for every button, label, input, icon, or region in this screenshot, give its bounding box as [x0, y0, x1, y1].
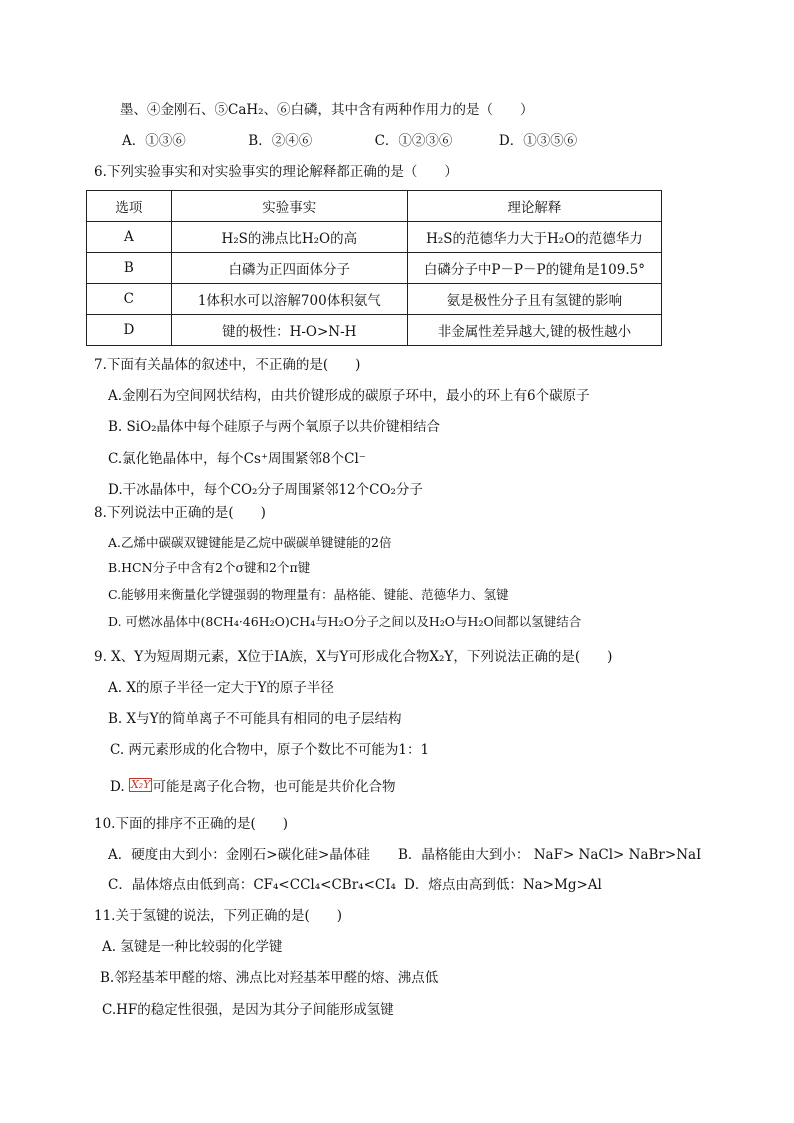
q10-option-a[interactable]: A．硬度由大到小：金刚石>碳化硅>晶体硅 [108, 847, 370, 863]
q10-stem: 10.下面的排序不正确的是( ) [94, 816, 289, 832]
table-row [87, 284, 662, 315]
row-c-option: C [87, 284, 172, 315]
q9-option-d-text: 可能是离子化合物，也可能是共价化合物 [152, 779, 396, 795]
row-b-fact: 白磷为正四面体分子 [171, 253, 407, 284]
q11-option-b[interactable]: B.邻羟基苯甲醛的熔、沸点比对羟基苯甲醛的熔、沸点低 [100, 970, 439, 986]
table-row [87, 315, 662, 346]
row-c-fact: 1体积水可以溶解700体积氨气 [171, 284, 407, 315]
q10-option-b[interactable]: B．晶格能由大到小： NaF> NaCl> NaBr>NaI [398, 847, 702, 863]
q8-stem: 8.下列说法中正确的是( ) [94, 505, 266, 521]
q5-option-a[interactable]: A．①③⑥ [122, 133, 186, 149]
q5-option-b[interactable]: B．②④⑥ [248, 133, 313, 149]
q8-option-b[interactable]: B.HCN分子中含有2个σ键和2个π键 [108, 560, 311, 575]
q9-option-c[interactable]: C. 两元素形成的化合物中，原子个数比不可能为1：1 [110, 742, 430, 758]
q10-option-d[interactable]: D．熔点由高到低：Na>Mg>Al [404, 877, 602, 893]
q5-options [122, 132, 577, 150]
q5-option-d[interactable]: D．①③⑤⑥ [498, 133, 578, 149]
header-option: 选项 [87, 191, 172, 222]
q7-option-c[interactable]: C.氯化铯晶体中，每个Cs⁺周围紧邻8个Cl⁻ [108, 451, 366, 467]
q5-continuation: 墨、④金刚石、⑤CaH₂、⑥白磷，其中含有两种作用力的是（ ） [120, 102, 534, 118]
q9-option-d[interactable] [110, 778, 395, 796]
q9-option-a[interactable]: A. X的原子半径一定大于Y的原子半径 [108, 680, 334, 696]
q6-stem: 6.下列实验事实和对实验事实的理论解释都正确的是（ ） [94, 164, 458, 180]
row-b-explanation: 白磷分子中P－P－P的键角是109.5° [407, 253, 661, 284]
row-c-explanation: 氨是极性分子且有氢键的影响 [407, 284, 661, 315]
q11-stem: 11.关于氢键的说法，下列正确的是( ) [94, 908, 343, 924]
row-a-fact: H₂S的沸点比H₂O的高 [171, 222, 407, 253]
row-d-fact: 键的极性：H-O>N-H [171, 315, 407, 346]
q8-option-d[interactable]: D. 可燃冰晶体中(8CH₄·46H₂O)CH₄与H₂O分子之间以及H₂O与H₂O间都以氢键结合 [108, 614, 582, 629]
q7-option-b[interactable]: B. SiO₂晶体中每个硅原子与两个氧原子以共价键相结合 [108, 419, 441, 435]
q11-option-c[interactable]: C.HF的稳定性很强，是因为其分子间能形成氢键 [102, 1002, 394, 1018]
header-fact: 实验事实 [171, 191, 407, 222]
q7-stem: 7.下面有关晶体的叙述中，不正确的是( ) [94, 357, 361, 373]
q8-option-a[interactable]: A.乙烯中碳碳双键键能是乙烷中碳碳单键键能的2倍 [108, 535, 392, 550]
formula-image: X₂Y [130, 778, 151, 791]
q9-option-b[interactable]: B. X与Y的简单离子不可能具有相同的电子层结构 [108, 711, 402, 727]
q11-option-a[interactable]: A. 氢键是一种比较弱的化学键 [102, 939, 283, 955]
table-row [87, 253, 662, 284]
table-header-row [87, 191, 662, 222]
q9-option-d-prefix: D. [110, 779, 125, 795]
q6-table [86, 190, 662, 346]
q7-option-d[interactable]: D.干冰晶体中，每个CO₂分子周围紧邻12个CO₂分子 [108, 482, 423, 498]
q10-option-c[interactable]: C．晶体熔点由低到高：CF₄<CCl₄<CBr₄<CI₄ [108, 877, 396, 893]
row-a-option: A [87, 222, 172, 253]
row-d-explanation: 非金属性差异越大,键的极性越小 [407, 315, 661, 346]
table-row [87, 222, 662, 253]
q9-stem: 9. X、Y为短周期元素，X位于ⅠA族，X与Y可形成化合物X₂Y，下列说法正确的是( ) [94, 649, 613, 665]
q7-option-a[interactable]: A.金刚石为空间网状结构，由共价键形成的碳原子环中，最小的环上有6个碳原子 [108, 388, 590, 404]
q5-option-c[interactable]: C．①②③⑥ [374, 133, 453, 149]
q8-option-c[interactable]: C.能够用来衡量化学键强弱的物理量有：晶格能、键能、范德华力、氢键 [108, 587, 509, 602]
row-d-option: D [87, 315, 172, 346]
row-b-option: B [87, 253, 172, 284]
header-explanation: 理论解释 [407, 191, 661, 222]
row-a-explanation: H₂S的范德华力大于H₂O的范德华力 [407, 222, 661, 253]
